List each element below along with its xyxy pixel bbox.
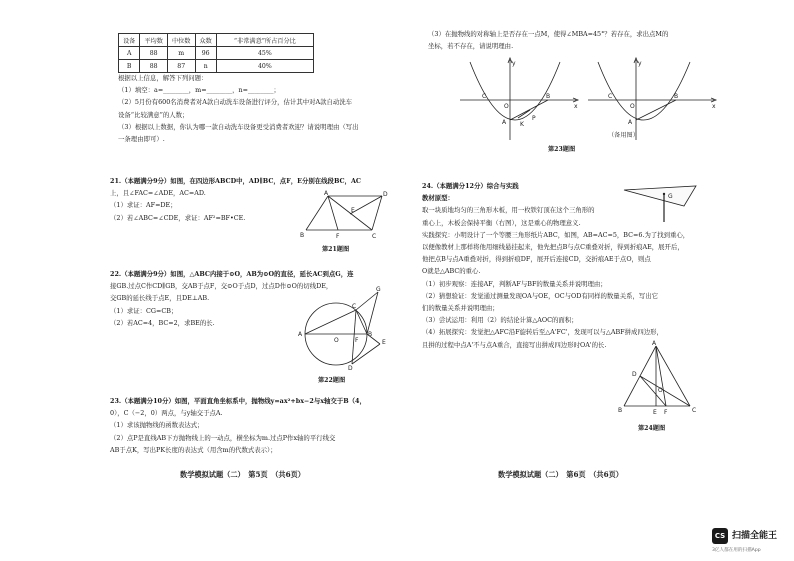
stats-table [118, 33, 314, 73]
question-heading: 23.（本题满分10分）如图，平面直角坐标系中，抛物线y=ax²+bx−2与x轴交于B（4， [110, 397, 366, 405]
right-page [410, 0, 794, 561]
figure-22-caption: 第22题图 [318, 377, 346, 384]
point-label-a: A [298, 331, 303, 338]
text-line: （1）填空：a=________，m=________，n=________； [118, 86, 280, 95]
point-label-g: G [668, 193, 673, 200]
point-label-p: P [532, 115, 536, 122]
text-line: 重心上，木板会保持平衡（右图），这是重心的物理意义. [422, 218, 581, 227]
table-header-cell: “非常满意”所占百分比 [216, 34, 313, 47]
scanner-slogan: 3亿人都在用的扫描App [712, 548, 761, 553]
text-line: 接GB.过点C作CD∥GB，交AB于点F，交⊙O于点D，过点D作⊙O的切线DE， [110, 282, 333, 291]
text-line: 且拼的过程中点A'不与点A重合，直接写出拼成四边形时OA'的长. [422, 340, 607, 349]
figure-21-caption: 第21题图 [322, 246, 350, 253]
axis-label-y: y [512, 60, 516, 67]
text-line: AB于点K，写出PK长度的表达式（用含m的代数式表示）； [110, 445, 277, 454]
figure-21-quadrilateral [298, 192, 388, 242]
point-label-a: A [628, 119, 633, 126]
text-line: （3）在抛物线的对称轴上是否存在一点M，使得∠MBA=45°？若存在，求出点M的 [428, 30, 669, 38]
table-header-cell: 众数 [195, 34, 216, 47]
point-label-d: D [632, 371, 637, 378]
point-label-f: F [355, 337, 359, 344]
text-line: （2）5月份有600名消费者对A款自动洗车设备进行评分，估计其中对A款自动洗车 [118, 98, 353, 107]
text-line: （1）求证：AF=DE； [110, 201, 177, 210]
question-heading: 24.（本题满分12分）综合与实践 [422, 182, 519, 190]
point-label-c: C [692, 407, 697, 414]
table-header-cell: 中位数 [167, 34, 195, 47]
scanner-logo-icon: CS [712, 528, 728, 544]
page-footer: 数学模拟试题（二） 第6页 （共6页） [498, 470, 623, 479]
table-cell: 88 [140, 47, 168, 60]
table-row [119, 47, 314, 60]
text-line: 设备“比较满意”的人数； [118, 110, 189, 119]
figure-23-spare-label: （备用图） [608, 132, 639, 139]
text-line: （2）若∠ABC=∠CDE，求证：AF²=BF•CE. [110, 213, 246, 222]
point-label-b: B [618, 407, 623, 414]
text-line: 们的数量关系并说明理由； [422, 304, 499, 313]
point-label-c: C [608, 93, 613, 100]
point-label-b: B [674, 93, 679, 100]
question-20-text [118, 72, 359, 145]
table-header-cell: 设备 [119, 34, 140, 47]
point-label-e: E [382, 339, 386, 346]
point-label-f: F [664, 409, 668, 416]
figure-24-caption: 第24题图 [638, 425, 666, 432]
question-heading: 21.（本题满分9分）如图，在四边形ABCD中，AD∥BC，点F，E分别在线段BC，AC [110, 177, 361, 185]
text-line: 一条理由即可）. [118, 135, 165, 144]
text-line: （1）求该抛物线的函数表达式； [110, 421, 204, 430]
figure-23-caption: 第23题图 [548, 146, 576, 153]
text-line: （3）根据以上数据，你认为哪一款自动洗车设备更受消费者欢迎？请说明理由（写出 [118, 122, 359, 131]
text-line: （4）拓展探究：发觉把△AFC沿F旋转后至△A'FC'，发现可以与△ABF拼成四边形， [422, 328, 663, 337]
page-footer: 数学模拟试题（二） 第5页 （共6页） [180, 470, 305, 479]
point-label-o: O [504, 103, 509, 110]
point-label-c: C [352, 303, 357, 310]
point-label-b: B [368, 331, 373, 338]
point-label-o: O [630, 103, 635, 110]
axis-label-x: x [574, 103, 578, 110]
point-label-c: C [372, 233, 377, 240]
text-line: 取一块质地均匀的三角形木板，用一枚铁钉顶在这个三角形的 [422, 206, 595, 215]
text-line: 根据以上信息，解答下列问题： [118, 74, 208, 82]
table-row [119, 60, 314, 73]
scanner-app-name: 扫描全能王 [732, 531, 778, 541]
table-cell: m [167, 47, 195, 60]
table-header-cell: 平均数 [140, 34, 168, 47]
text-line: 以便像教材上那样将他用细线悬挂起来，他先把点B与点C重叠对折，得到折痕AE，展开后， [422, 243, 684, 252]
point-label-a: A [502, 119, 507, 126]
figure-24-balanced-board [622, 184, 702, 224]
point-label-a: A [324, 190, 329, 197]
table-cell: 40% [216, 60, 313, 73]
figure-24-triangle [618, 342, 718, 418]
table-cell: A [119, 47, 140, 60]
question-23-text [110, 395, 366, 456]
point-label-d: D [348, 365, 353, 372]
figure-22-circle [296, 286, 392, 370]
figure-23-parabola [460, 58, 580, 142]
point-label-b: B [300, 232, 305, 239]
point-label-e: E [653, 409, 657, 416]
table-cell: B [119, 60, 140, 73]
text-line: 0），C（−2，0）两点，与y轴交于点A. [110, 409, 223, 418]
point-label-d: D [383, 191, 388, 198]
point-label-f: F [336, 233, 340, 240]
table-cell: 96 [195, 47, 216, 60]
point-label-c: C [482, 93, 487, 100]
text-line: （2）点P是直线AB下方抛物线上的一动点，横坐标为m.过点P作x轴的平行线交 [110, 433, 336, 442]
table-cell: 45% [216, 47, 313, 60]
axis-label-y: y [638, 60, 642, 67]
text-line: 他把点B与点A重叠对折，得到折痕DF，展开后连接CD，交折痕AE于点O，则点 [422, 255, 651, 264]
text-line: 交GB的延长线于点E，且DE⊥AB. [110, 294, 210, 303]
text-line: 实践探究：小明设计了一个等腰三角形纸片ABC，如图，AB=AC=5，BC=6.为了找到重心， [422, 230, 690, 239]
text-line: （2）若AC=4，BC=2，求BE的长. [110, 318, 215, 327]
table-header-row [119, 34, 314, 47]
point-label-a: A [652, 340, 657, 347]
point-label-o: O [658, 387, 663, 394]
question-heading: 22.（本题满分9分）如图，△ABC内接于⊙O，AB为⊙O的直径，延长AC到点G，连 [110, 270, 354, 278]
text-line: 教材原型： [422, 194, 454, 203]
table-cell: n [195, 60, 216, 73]
question-23-part3-text [428, 28, 668, 52]
text-line: （3）尝试运用：利用（2）的结论计算△AOC的面积； [422, 316, 578, 325]
text-line: 坐标，若不存在，请说明理由. [428, 42, 514, 51]
table-cell: 87 [167, 60, 195, 73]
table-cell: 88 [140, 60, 168, 73]
point-label-e: E [351, 207, 355, 214]
point-label-k: K [520, 121, 524, 128]
point-label-b: B [546, 93, 551, 100]
axis-label-x: x [712, 103, 716, 110]
text-line: （1）初步观察：连接AF，判断AF与BF的数量关系并说明理由； [422, 279, 607, 288]
point-label-g: G [376, 286, 381, 293]
text-line: （2）猜想验证：发觉通过测量发现OA与OE，OC与OD有同样的数量关系，写出它 [422, 291, 659, 300]
text-line: （1）求证：CG=CB； [110, 306, 178, 315]
point-label-o: O [334, 337, 339, 344]
text-line: O就是△ABC的重心. [422, 267, 481, 276]
text-line: 上，且∠FAC=∠ADE，AC=AD. [110, 189, 206, 198]
